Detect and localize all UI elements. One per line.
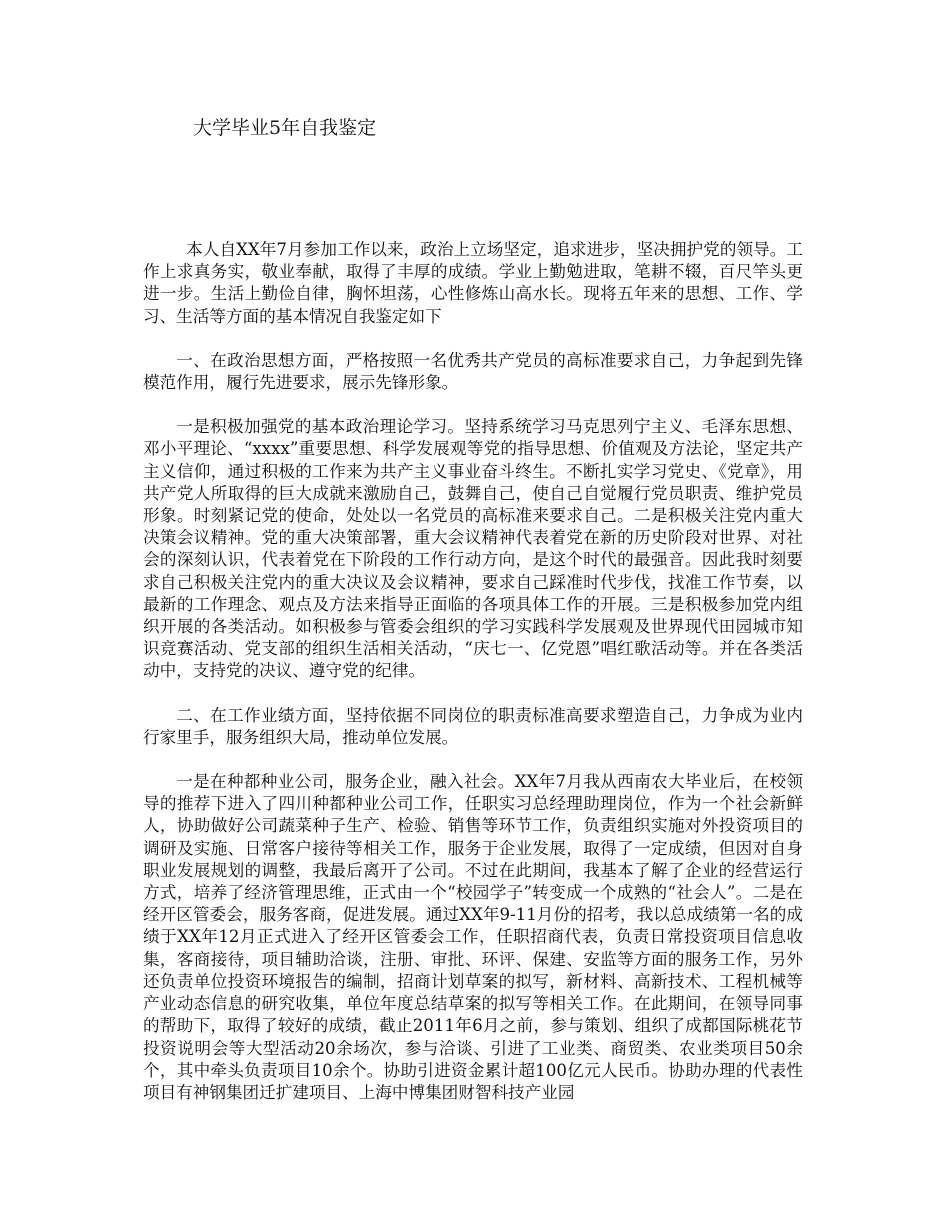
- document-title: 大学毕业5年自我鉴定: [193, 117, 377, 139]
- paragraph-spacer: [143, 683, 803, 705]
- document-body: [143, 239, 803, 1104]
- paragraph-spacer: [143, 328, 803, 350]
- paragraph-spacer: [143, 749, 803, 771]
- paragraph-spacer: [143, 394, 803, 416]
- paragraph-political-details: 一是积极加强党的基本政治理论学习。坚持系统学习马克思列宁主义、毛泽东思想、邓小平理论、“xxxx”重要思想、科学发展观等党的指导思想、价值观及方法论，坚定共产主义信仰，通过积极的工作来为共产主义事业奋斗终生。不断扎实学习党史、《党章》，用共产党人所取得的巨大成就来激励自己，鼓舞自己，使自己自觉履行党员职责、维护党员形象。时刻紧记党的使命，处处以一名党员的高标准来要求自己。二是积极关注党内重大决策会议精神。党的重大决策部署，重大会议精神代表着党在新的历史阶段对世界、对社会的深刻认识，代表着党在下阶段的工作行动方向，是这个时代的最强音。因此我时刻要求自己积极关注党内的重大决议及会议精神，要求自己踩准时代步伐，找准工作节奏，以最新的工作理念、观点及方法来指导正面临的各项具体工作的开展。三是积极参加党内组织开展的各类活动。如积极参与管委会组织的学习实践科学发展观及世界现代田园城市知识竞赛活动、党支部的组织生活相关活动，“庆七一、亿党恩”唱红歌活动等。并在各类活动中，支持党的决议、遵守党的纪律。: [143, 417, 803, 681]
- paragraph-work-details: 一是在种都种业公司，服务企业，融入社会。XX年7月我从西南农大毕业后，在校领导的推荐下进入了四川种都种业公司工作，任职实习总经理助理岗位，作为一个社会新鲜人，协助做好公司蔬菜种子生产、检验、销售等环节工作，负责组织实施对外投资项目的调研及实施、日常客户接待等相关工作，服务于企业发展，取得了一定成绩，但因对自身职业发展规划的调整，我最后离开了公司。不过在此期间，我基本了解了企业的经营运行方式，培养了经济管理思维，正式由一个“校园学子”转变成一个成熟的“社会人”。二是在经开区管委会，服务客商，促进发展。通过XX年9-11月份的招考，我以总成绩第一名的成绩于XX年12月正式进入了经开区管委会工作，任职招商代表，负责日常投资项目信息收集，客商接待，项目辅助洽谈，注册、审批、环评、保建、安监等方面的服务工作，另外还负责单位投资环境报告的编制，招商计划草案的拟写，新材料、高新技术、工程机械等产业动态信息的研究收集，单位年度总结草案的拟写等相关工作。在此期间，在领导同事的帮助下，取得了较好的成绩，截止2011年6月之前，参与策划、组织了成都国际桃花节投资说明会等大型活动20余场次，参与洽谈、引进了工业类、商贸类、农业类项目50余个，其中牵头负责项目10余个。协助引进资金累计超100亿元人民币。协助办理的代表性项目有神钢集团迁扩建项目、上海中博集团财智科技产业园: [143, 772, 803, 1102]
- paragraph-political-heading: 一、在政治思想方面，严格按照一名优秀共产党员的高标准要求自己，力争起到先锋模范作用，履行先进要求，展示先锋形象。: [143, 350, 803, 393]
- paragraph-work-heading: 二、在工作业绩方面，坚持依据不同岗位的职责标准高要求塑造自己，力争成为业内行家里手，服务组织大局，推动单位发展。: [143, 705, 803, 747]
- paragraph-intro: 本人自XX年7月参加工作以来，政治上立场坚定，追求进步，坚决拥护党的领导。工作上求真务实，敬业奉献，取得了丰厚的成绩。学业上勤勉进取，笔耕不辍，百尺竿头更进一步。生活上勤俭自律，胸怀坦荡，心性修炼山高水长。现将五年来的思想、工作、学习、生活等方面的基本情况自我鉴定如下: [143, 240, 803, 326]
